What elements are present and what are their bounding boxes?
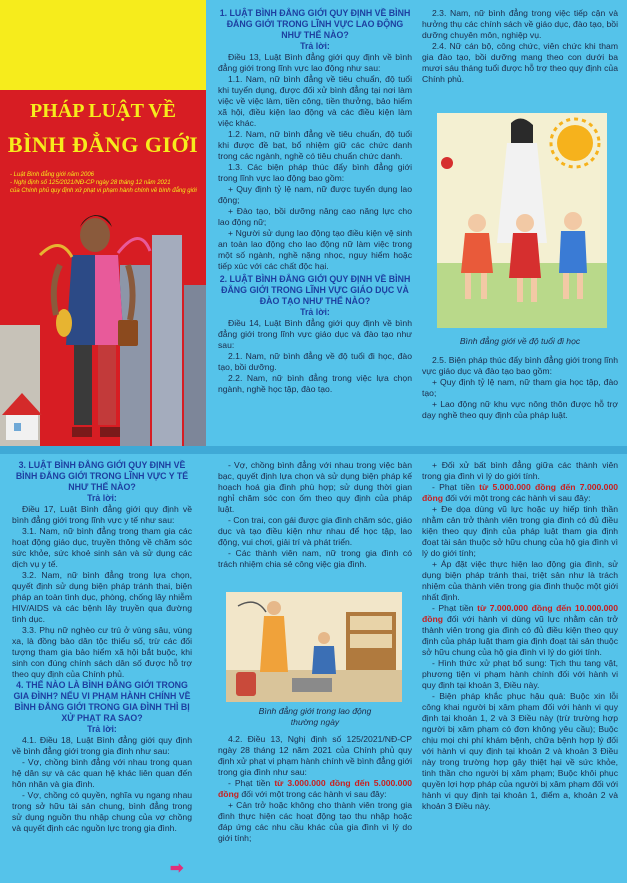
cover-law-1: - Luật Bình đẳng giới năm 2006 bbox=[10, 172, 95, 178]
paragraph: 4.1. Điều 18, Luật Bình đẳng giới quy định về bình đẳng giới trong gia đình như sau: bbox=[12, 734, 192, 756]
paragraph: + Đối xử bất bình đẳng giữa các thành viên trong gia đình vì lý do giới tính. bbox=[422, 460, 618, 481]
paragraph bbox=[218, 778, 412, 800]
fine-text: - Phạt tiền bbox=[228, 778, 275, 788]
column-1-bottom bbox=[12, 460, 192, 834]
column-2-bottom-lower bbox=[218, 706, 412, 844]
paragraph: 1.3. Các biện pháp thúc đẩy bình đẳng giới trong lĩnh vực lao động bao gồm: bbox=[218, 161, 412, 183]
cover-law-2: - Nghị định số 125/2021/NĐ-CP ngày 28 tháng 12 năm 2021 bbox=[10, 179, 171, 186]
heading-1: 1. LUẬT BÌNH ĐẲNG GIỚI QUY ĐỊNH VỀ BÌNH ĐẲNG GIỚI TRONG LĨNH VỰC LAO ĐỘNG NHƯ THẾ NÀO? bbox=[219, 8, 411, 40]
paragraph: Điều 13, Luật Bình đẳng giới quy định về bình đẳng giới trong lĩnh vực lao động như sau: bbox=[218, 51, 412, 73]
paragraph: + Đào tạo, bồi dưỡng nâng cao năng lực cho lao động nữ; bbox=[218, 205, 412, 227]
cover-title-line1: PHÁP LUẬT VỀ bbox=[30, 100, 176, 122]
answer-label: Trả lời: bbox=[87, 492, 117, 503]
answer-label: Trả lời: bbox=[300, 306, 330, 317]
fine-text: đối với một trong các hành vi sau đây: bbox=[443, 493, 591, 503]
paragraph: + Đe dọa dùng vũ lực hoặc uy hiếp tinh thần nhằm cản trở thành viên trong gia đình có đủ điều kiện theo quy định của pháp luật tham gia định đoạt tài sản thuộc sở hữu chung của hộ gia đình vì lý do giới tính; bbox=[422, 504, 618, 558]
illustration-caption: Bình đẳng giới về độ tuổi đi học bbox=[459, 336, 581, 346]
paragraph: + Người sử dụng lao động tạo điều kiện vệ sinh an toàn lao động cho lao động nữ làm việc trong một số ngành, nghề nặng nhọc, nguy hiểm hoặc tiếp xúc với các chất độc hại. bbox=[218, 227, 412, 271]
paragraph: + Lao động nữ khu vực nông thôn được hỗ trợ dạy nghề theo quy định của pháp luật. bbox=[422, 399, 618, 420]
paragraph: + Cản trở hoặc không cho thành viên trong gia đình thực hiện các hoạt động tạo thu nhập hoặc đáp ứng các nhu cầu khác của gia đình vì lý do giới tính; bbox=[218, 800, 412, 843]
column-2-top bbox=[218, 8, 412, 395]
paragraph: 3.1. Nam, nữ bình đẳng trong tham gia các hoạt động giáo dục, truyền thông về chăm sóc sức khỏe, sức khoẻ sinh sản và sử dụng các dịch vụ y tế. bbox=[12, 525, 192, 569]
paragraph: 2.4. Nữ cán bộ, công chức, viên chức khi tham gia đào tạo, bồi dưỡng mang theo con dưới ba mươi sáu tháng tuổi được hỗ trợ theo quy định của Chính phủ. bbox=[422, 41, 618, 84]
paragraph bbox=[422, 603, 618, 658]
paragraph: 2.1. Nam, nữ bình đẳng về độ tuổi đi học, đào tạo, bồi dưỡng. bbox=[218, 350, 412, 372]
column-3-bottom bbox=[422, 460, 618, 812]
paragraph: - Vợ, chồng bình đẳng với nhau trong quan hệ dân sự và các quan hệ khác liên quan đến hôn nhân và gia đình. bbox=[12, 756, 192, 789]
heading-4: 4. THẾ NÀO LÀ BÌNH ĐẲNG GIỚI TRONG GIA ĐÌNH? NẾU VI PHẠM HÀNH CHÍNH VỀ BÌNH ĐẲNG GIỚI TRONG GIA ĐÌNH THÌ BỊ XỬ PHẠT RA SAO? bbox=[13, 679, 191, 723]
paragraph: 3.2. Nam, nữ bình đẳng trong lựa chọn, quyết định sử dụng biện pháp tránh thai, biện pháp an toàn tình dục, phòng, chống lây nhiễm HIV/AIDS và các bệnh lây truyền qua đường tình dục. bbox=[12, 569, 192, 624]
children-school-illustration bbox=[437, 113, 607, 328]
column-2-bottom bbox=[218, 460, 412, 570]
fine-text: đối với hành vi dùng vũ lực nhằm cản trở thành viên trong gia đình có đủ điều kiện theo quy định của pháp luật tham gia định đoạt tài sản thuộc sở hữu chung của hộ gia đình vì lý do giới tính. bbox=[422, 614, 618, 657]
paragraph: - Con trai, con gái được gia đình chăm sóc, giáo dục và tạo điều kiện như nhau để học tập, lao động, vui chơi, giải trí và phát triển. bbox=[218, 515, 412, 547]
paragraph: + Áp đặt việc thực hiện lao động gia đình, sử dụng biện pháp tránh thai, triệt sản như là trách nhiệm của thành viên trong gia đình thuộc một giới nhất định. bbox=[422, 559, 618, 602]
fine-text: đối với một trong các hành vi sau đây: bbox=[239, 789, 387, 799]
answer-label: Trả lời: bbox=[300, 40, 330, 51]
paragraph: 1.2. Nam, nữ bình đẳng về tiêu chuẩn, độ tuổi khi được đề bạt, bổ nhiệm giữ các chức danh trong các ngành, nghề có tiêu chuẩn chức danh. bbox=[218, 128, 412, 161]
heading-3: 3. LUẬT BÌNH ĐẲNG GIỚI QUY ĐỊNH VỀ BÌNH ĐẲNG GIỚI TRONG LĨNH VỰC Y TẾ NHƯ THẾ NÀO? bbox=[15, 460, 189, 492]
household-labor-illustration bbox=[226, 592, 402, 702]
paragraph bbox=[422, 482, 618, 504]
fine-amount: từ 5.000.000 đồng đến 7.000.000 đồng bbox=[422, 482, 619, 503]
paragraph: 4.2. Điều 13, Nghị định số 125/2021/NĐ-CP ngày 28 tháng 12 năm 2021 của Chính phủ quy định xử phạt vi phạm hành chính về bình đẳng giới trong gia đình như sau: bbox=[218, 734, 412, 777]
cover-illustration bbox=[0, 205, 206, 446]
paragraph: - Biện pháp khắc phục hậu quả: Buộc xin lỗi công khai người bị xâm phạm đối với hành vi quy định tại khoản 1, 2 và 3 Điều này (trừ trường hợp người bị xâm phạm có đơn không yêu cầu); Buộc chịu mọi chi phí khám bệnh, chữa bệnh hợp lý đối với hành vi quy định tại khoản 2 và khoản 3 Điều này trong trường hợp gây thiệt hại về sức khỏe, tinh thần cho người bị xâm phạm; Buộc khôi phục quyền lợi hợp pháp của người bị xâm phạm đối với hành vi quy định tại khoản 1, điểm a, khoản 2 và khoản 3 Điều này. bbox=[422, 691, 618, 811]
paragraph: 2.2. Nam, nữ bình đẳng trong việc lựa chọn ngành, nghề học tập, đào tạo. bbox=[218, 372, 412, 394]
paragraph: 2.5. Biện pháp thúc đẩy bình đẳng giới trong lĩnh vực giáo dục và đào tạo bao gồm: bbox=[422, 355, 618, 376]
heading-2: 2. LUẬT BÌNH ĐẲNG GIỚI QUY ĐỊNH VỀ BÌNH ĐẲNG GIỚI TRONG LĨNH VỰC GIÁO DỤC VÀ ĐÀO TẠO NHƯ THẾ NÀO? bbox=[219, 273, 411, 306]
paragraph: - Vợ, chồng bình đẳng với nhau trong việc bàn bạc, quyết định lựa chọn và sử dụng biện pháp kế hoạch hoá gia đình phù hợp; sử dụng thời gian nghỉ chăm sóc con ốm theo quy định của pháp luật. bbox=[218, 460, 412, 514]
paragraph: - Vợ, chồng có quyền, nghĩa vụ ngang nhau trong sở hữu tài sản chung, bình đẳng trong sử dụng nguồn thu nhập chung của vợ chồng và quyết định các nguồn lực trong gia đình. bbox=[12, 789, 192, 833]
paragraph: - Các thành viên nam, nữ trong gia đình có trách nhiệm chia sẻ công việc gia đình. bbox=[218, 548, 412, 569]
paragraph: Điều 17, Luật Bình đẳng giới quy định về bình đẳng giới trong lĩnh vực y tế như sau: bbox=[12, 503, 192, 525]
column-3-top bbox=[422, 8, 618, 85]
column-3-top-lower bbox=[422, 336, 618, 421]
paragraph: - Hình thức xử phạt bổ sung: Tịch thu tang vật, phương tiện vi phạm hành chính đối với hành vi quy định tại khoản 3, Điều này. bbox=[422, 658, 618, 690]
fine-text: - Phạt tiền bbox=[432, 482, 480, 492]
next-page-arrow-icon: ➡ bbox=[170, 860, 184, 877]
paragraph: 3.3. Phụ nữ nghèo cư trú ở vùng sâu, vùng xa, là đồng bào dân tộc thiểu số, trừ các đối tượng tham gia bảo hiểm xã hội bắt buộc, khi sinh con đúng chính sách dân số được hỗ trợ theo quy định của Chính phủ. bbox=[12, 624, 192, 679]
paragraph: + Quy định tỷ lệ nam, nữ được tuyển dụng lao động; bbox=[218, 183, 412, 205]
paragraph: 1.1. Nam, nữ bình đẳng về tiêu chuẩn, độ tuổi khi tuyển dụng, được đối xử bình đẳng tại nơi làm việc về việc làm, tiền công, tiền thưởng, bảo hiểm xã hội, điều kiện lao động và các điều kiện làm việc khác. bbox=[218, 73, 412, 128]
cover-title-line2: BÌNH ĐẲNG GIỚI bbox=[7, 132, 199, 157]
fold-divider bbox=[0, 446, 627, 454]
fine-amount: từ 7.000.000 đồng đến 10.000.000 đồng bbox=[422, 603, 618, 624]
answer-label: Trả lời: bbox=[87, 723, 117, 734]
cover-law-3: của Chính phủ quy định xử phạt vi phạm hành chính về bình đẳng giới bbox=[10, 187, 197, 194]
paragraph: 2.3. Nam, nữ bình đẳng trong việc tiếp cận và hưởng thụ các chính sách về giáo dục, đào tạo, bồi dưỡng chuyên môn, nghiệp vụ. bbox=[422, 8, 618, 40]
illustration-caption: thường ngày bbox=[290, 717, 340, 727]
illustration-caption: Bình đẳng giới trong lao động bbox=[258, 706, 372, 716]
paragraph: + Quy định tỷ lệ nam, nữ tham gia học tập, đào tạo; bbox=[422, 377, 618, 398]
fine-amount: từ 3.000.000 đồng đến 5.000.000 đồng bbox=[218, 778, 413, 799]
paragraph: Điều 14, Luật Bình đẳng giới quy định về bình đẳng giới trong lĩnh vực giáo dục và đào tạo như sau: bbox=[218, 317, 412, 350]
cover-legal-references bbox=[10, 172, 200, 195]
cover-panel bbox=[0, 0, 206, 446]
fine-text: - Phạt tiền bbox=[432, 603, 478, 613]
